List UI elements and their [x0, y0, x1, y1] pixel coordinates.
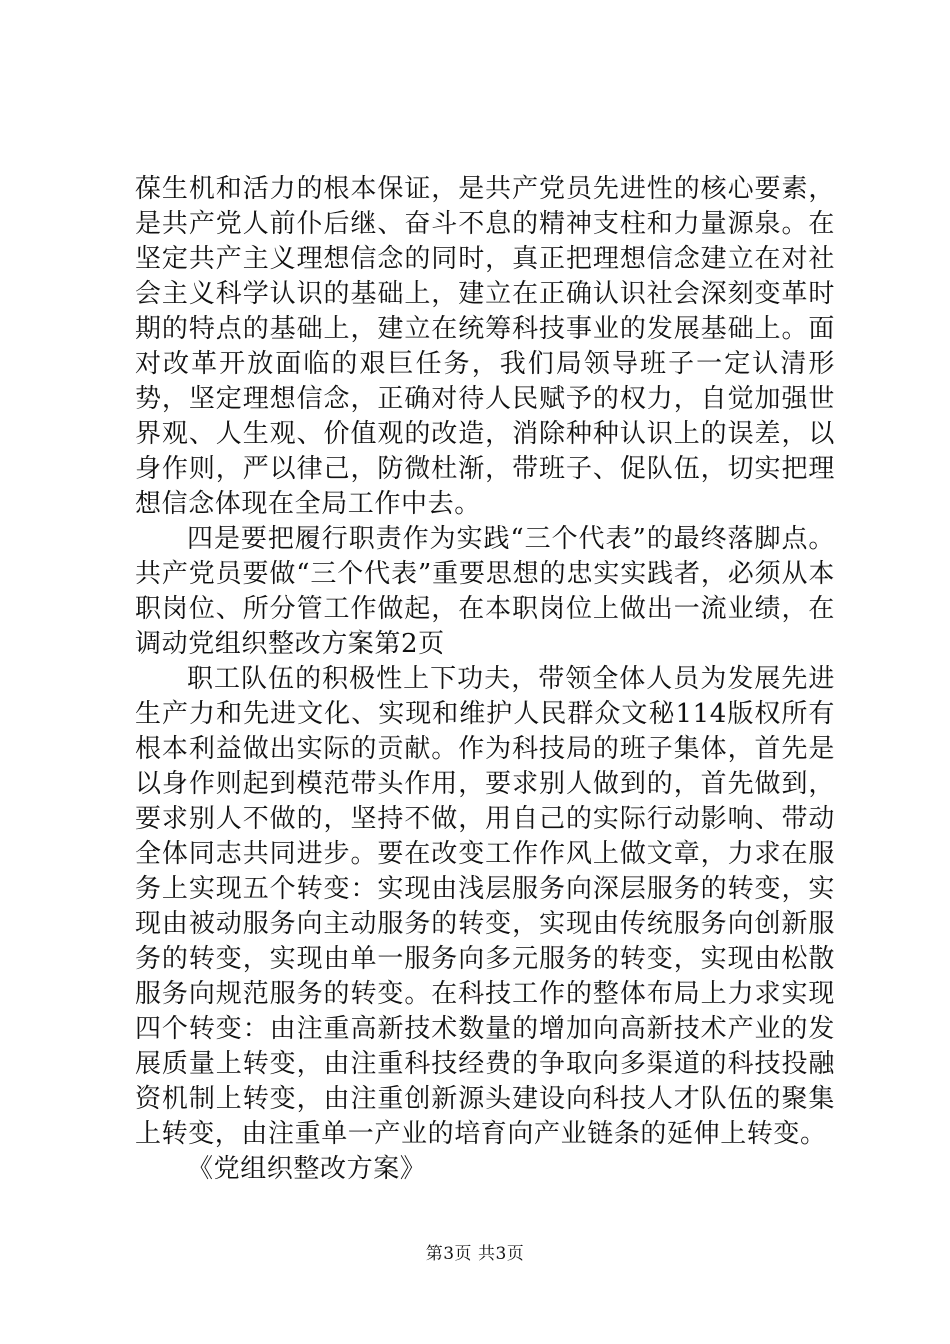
page-number-footer: 第3页 共3页 — [425, 1244, 525, 1264]
paragraph-point-four: 四是要把履行职责作为实践“三个代表”的最终落脚点。共产党员要做“三个代表”重要思想的忠实实践者，必须从本职岗位、所分管工作做起，在本职岗位上做出一流业绩，在调动党组织整改方案第2页 — [135, 524, 835, 659]
paragraph-continuation: 葆生机和活力的根本保证，是共产党员先进性的核心要素，是共产党人前仆后继、奋斗不息的精神支柱和力量源泉。在坚定共产主义理想信念的同时，真正把理想信念建立在对社会主义科学认识的基础上，建立在正确认识社会深刻变革时期的特点的基础上，建立在统筹科技事业的发展基础上。面对改革开放面临的艰巨任务，我们局领导班子一定认清形势，坚定理想信念，正确对待人民赋予的权力，自觉加强世界观、人生观、价值观的改造，消除种种认识上的误差，以身作则，严以律己，防微杜渐，带班子、促队伍，切实把理想信念体现在全局工作中去。 — [135, 174, 835, 519]
document-body — [135, 172, 835, 1187]
paragraph-staff: 职工队伍的积极性上下功夫，带领全体人员为发展先进生产力和先进文化、实现和维护人民群众文秘114版权所有根本利益做出实际的贡献。作为科技局的班子集体，首先是以身作则起到模范带头作用，要求别人做到的，首先做到，要求别人不做的，坚持不做，用自己的实际行动影响、带动全体同志共同进步。要在改变工作作风上做文章，力求在服务上实现五个转变：实现由浅层服务向深层服务的转变，实现由被动服务向主动服务的转变，实现由传统服务向创新服务的转变，实现由单一服务向多元服务的转变，实现由松散服务向规范服务的转变。在科技工作的整体布局上力求实现四个转变：由注重高新技术数量的增加向高新技术产业的发展质量上转变，由注重科技经费的争取向多渠道的科技投融资机制上转变，由注重创新源头建设向科技人才队伍的聚集上转变，由注重单一产业的培育向产业链条的延伸上转变。 — [135, 664, 835, 1149]
document-title-reference: 《党组织整改方案》 — [187, 1154, 427, 1184]
